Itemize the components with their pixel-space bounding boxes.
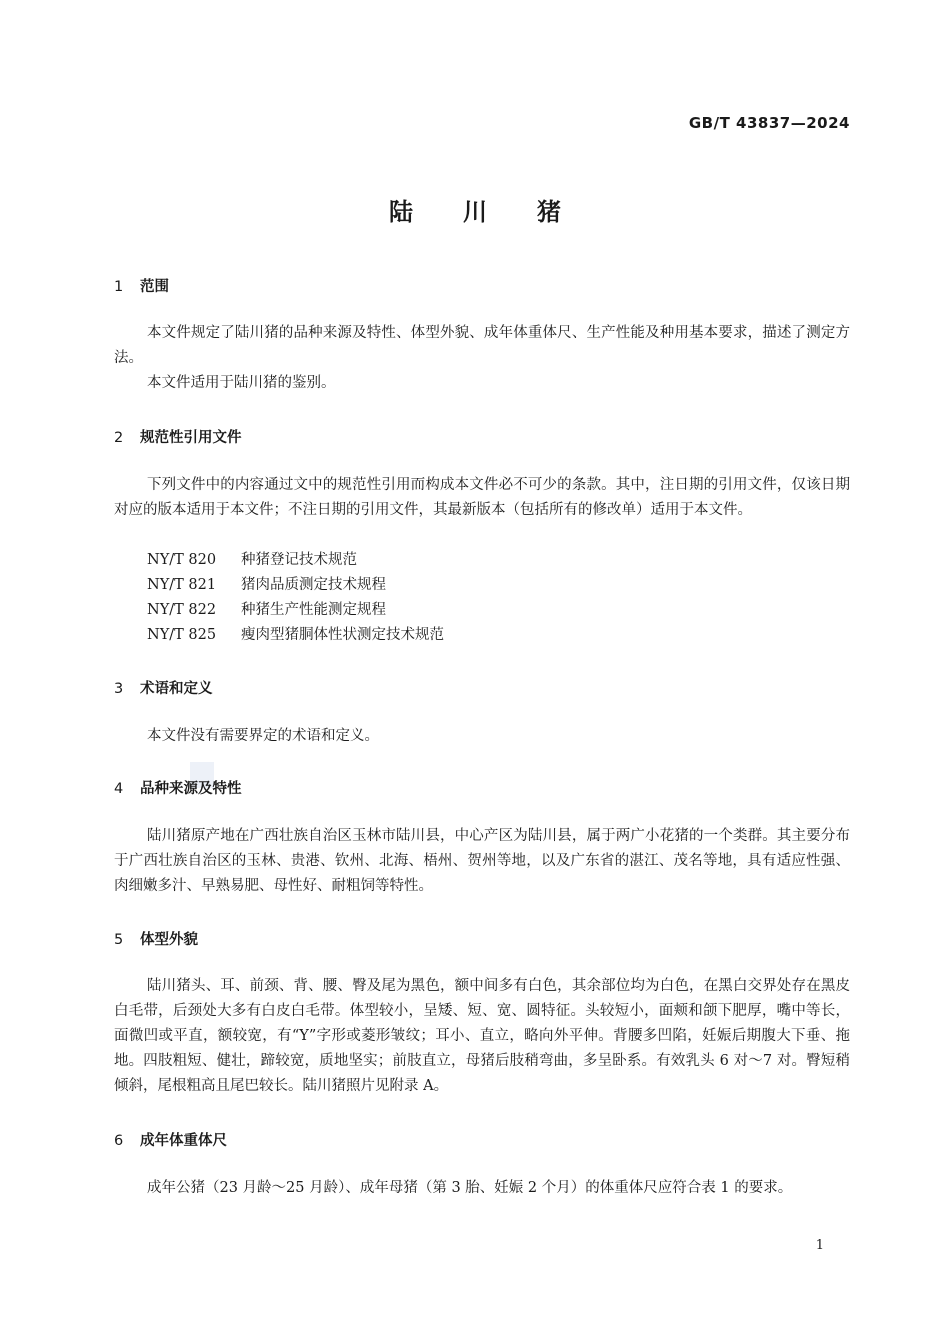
section-number: 6 [114,1133,124,1149]
paragraph: 下列文件中的内容通过文中的规范性引用而构成本文件必不可少的条款。其中，注日期的引用文件，仅该日期对应的版本适用于本文件；不注日期的引用文件，其最新版本（包括所有的修改单）适用于本文件。 [114,477,850,518]
document-title: 陆川猪 [389,198,611,226]
reference-code: NY/T 825 [147,627,217,643]
section-number: 1 [114,279,124,295]
paragraph: 本文件适用于陆川猪的鉴别。 [147,375,336,391]
section-heading-normative-references [114,426,242,447]
section-title: 体型外貌 [140,932,198,948]
section-title: 术语和定义 [140,681,213,697]
section-number: 3 [114,681,124,697]
reference-item [147,548,357,573]
paragraph: 本文件规定了陆川猪的品种来源及特性、体型外貌、成年体重体尺、生产性能及种用基本要求，描述了测定方法。 [114,325,850,366]
section-title: 规范性引用文件 [140,430,242,446]
paragraph: 陆川猪头、耳、前颈、背、腰、臀及尾为黑色，额中间多有白色，其余部位均为白色，在黑白交界处存在黑皮白毛带，后颈处大多有白皮白毛带。体型较小，呈矮、短、宽、圆特征。头较短小，面颊和颌下肥厚，嘴中等长，面微凹或平直，额较宽，有“Y”字形或菱形皱纹；耳小、直立，略向外平伸。背腰多凹陷，妊娠后期腹大下垂、拖地。四肢粗短、健壮，蹄较宽，质地坚实；前肢直立，母猪后肢稍弯曲，多呈卧系。有效乳头 6 对～7 对。臀短稍倾斜，尾根粗高且尾巴较长。陆川猪照片见附录 A。 [114,978,850,1094]
section-heading-terms [114,677,213,698]
section-title: 品种来源及特性 [140,781,242,797]
section-number: 2 [114,430,124,446]
section-title: 成年体重体尺 [140,1133,227,1149]
section-heading-body-measurements [114,1129,227,1150]
standard-number: GB/T 43837—2024 [688,114,850,132]
reference-title: 种猪登记技术规范 [241,552,357,568]
page-number: 1 [815,1238,824,1253]
section-title: 范围 [140,279,169,295]
section-heading-origin [114,777,242,798]
reference-title: 种猪生产性能测定规程 [241,602,386,618]
section-heading-scope [114,275,169,296]
reference-title: 瘦肉型猪胴体性状测定技术规范 [241,627,444,643]
reference-item [147,598,386,623]
reference-code: NY/T 820 [147,552,217,568]
section-heading-appearance [114,928,198,949]
reference-item [147,573,386,598]
reference-code: NY/T 822 [147,602,217,618]
reference-code: NY/T 821 [147,577,217,593]
reference-item [147,623,444,648]
paragraph: 本文件没有需要界定的术语和定义。 [147,728,379,744]
reference-title: 猪肉品质测定技术规程 [241,577,386,593]
section-number: 5 [114,932,124,948]
section-number: 4 [114,781,124,797]
paragraph: 成年公猪（23 月龄～25 月龄）、成年母猪（第 3 胎、妊娠 2 个月）的体重体尺应符合表 1 的要求。 [147,1180,793,1196]
paragraph: 陆川猪原产地在广西壮族自治区玉林市陆川县，中心产区为陆川县，属于两广小花猪的一个类群。其主要分布于广西壮族自治区的玉林、贵港、钦州、北海、梧州、贺州等地，以及广东省的湛江、茂名等地，具有适应性强、肉细嫩多汁、早熟易肥、母性好、耐粗饲等特性。 [114,828,850,894]
